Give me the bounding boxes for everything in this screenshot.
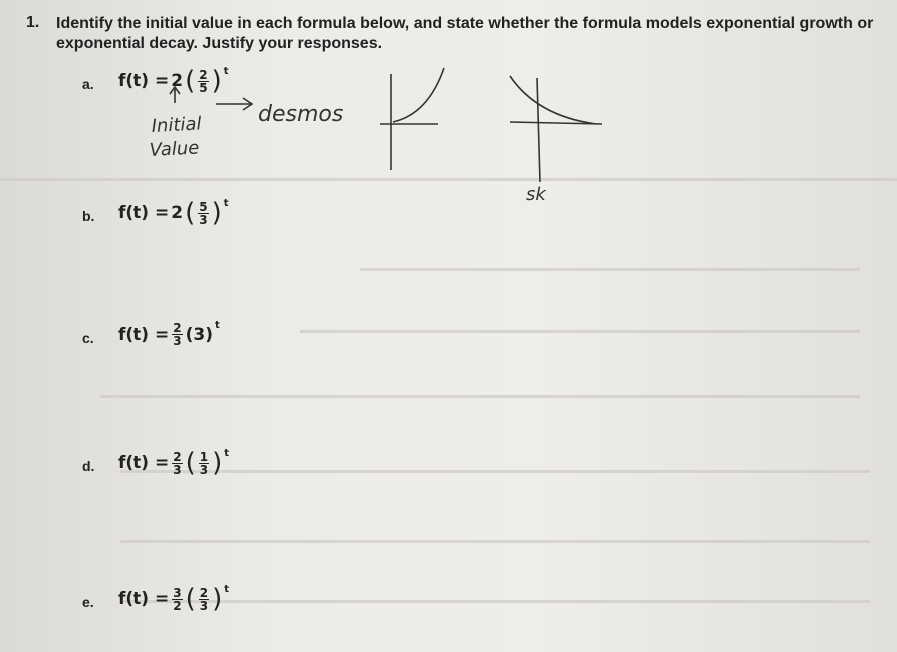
exponent: t xyxy=(223,66,229,77)
note-initial: Initial xyxy=(151,113,203,137)
close-paren: ) xyxy=(212,448,223,478)
item-letter: c. xyxy=(82,330,94,346)
formula-lhs: f(t) = xyxy=(118,453,170,473)
formula-lhs: f(t) = xyxy=(118,71,170,91)
base-numerator: 1 xyxy=(199,449,209,464)
right-arrow-icon xyxy=(216,98,252,110)
exponent: t xyxy=(214,320,220,331)
formula-lhs: f(t) = xyxy=(118,203,170,223)
item-letter: e. xyxy=(82,594,94,610)
formula-lhs: f(t) = xyxy=(118,589,170,609)
open-paren: ( xyxy=(185,584,196,614)
note-desmos: desmos xyxy=(258,102,344,127)
exponent: t xyxy=(224,448,230,459)
close-paren: ) xyxy=(212,584,223,614)
item-letter: d. xyxy=(82,458,95,474)
decay-curve-sketch xyxy=(510,76,596,124)
question-number: 1. xyxy=(26,14,40,31)
question-prompt: Identify the initial value in each formula below, and state whether the formula models exponential growth or exponential decay. Justify your responses. xyxy=(56,15,874,52)
exponent: t xyxy=(224,584,230,595)
coefficient-denominator: 3 xyxy=(173,334,182,348)
base-denominator: 3 xyxy=(199,212,208,227)
base-denominator: 3 xyxy=(199,462,209,477)
exponent: t xyxy=(223,198,229,209)
coefficient-numerator: 2 xyxy=(173,449,182,464)
note-value: Value xyxy=(149,137,200,161)
formula-coefficient: 2 xyxy=(171,71,184,91)
coefficient-denominator: 2 xyxy=(173,598,182,613)
sketch-axis-y xyxy=(537,78,540,182)
coefficient-numerator: 3 xyxy=(173,585,182,600)
up-arrow-icon xyxy=(170,87,180,103)
close-paren: ) xyxy=(211,198,222,228)
base-denominator: 5 xyxy=(199,80,208,95)
base-numerator: 2 xyxy=(199,67,208,82)
close-paren: ) xyxy=(211,66,222,96)
growth-curve-sketch xyxy=(393,68,444,122)
base-numerator: 5 xyxy=(199,199,208,214)
coefficient-numerator: 2 xyxy=(173,321,182,335)
formula-coefficient: 2 xyxy=(171,203,184,223)
open-paren: ( xyxy=(185,448,196,478)
base: (3) xyxy=(185,324,213,345)
coefficient-denominator: 3 xyxy=(173,462,182,477)
open-paren: ( xyxy=(185,66,196,96)
item-letter: a. xyxy=(82,76,94,92)
formula-lhs: f(t) = xyxy=(118,324,170,345)
open-paren: ( xyxy=(185,198,196,228)
item-letter: b. xyxy=(82,208,95,224)
base-numerator: 2 xyxy=(199,585,209,600)
note-sk: sk xyxy=(526,184,546,205)
base-denominator: 3 xyxy=(199,598,209,613)
